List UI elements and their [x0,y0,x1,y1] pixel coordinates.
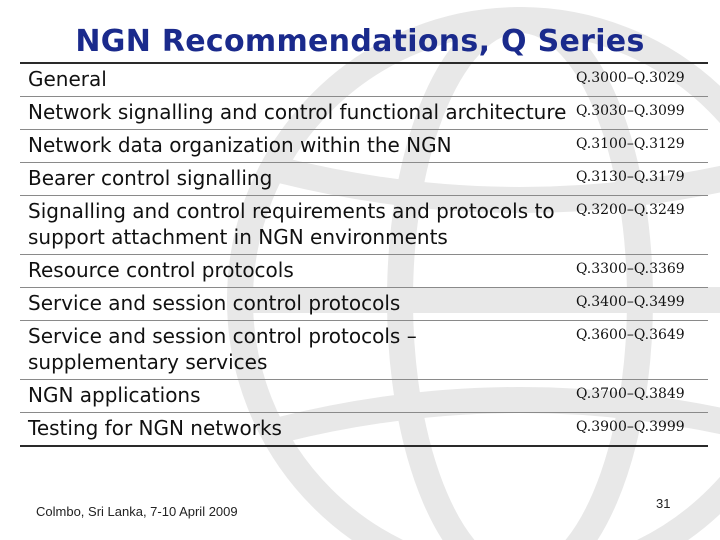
table-row [20,196,708,255]
row-range: Q.3130–Q.3179 [572,163,708,196]
row-description [20,97,572,130]
table-row [20,63,708,97]
row-range: Q.3900–Q.3999 [572,413,708,447]
row-description: Service and session control protocols [20,288,572,321]
row-range: Q.3200–Q.3249 [572,196,708,255]
row-description: Network data organization within the NGN [20,130,572,163]
table-row [20,380,708,413]
row-range: Q.3100–Q.3129 [572,130,708,163]
row-range: Q.3030–Q.3099 [572,97,708,130]
row-range: Q.3000–Q.3029 [572,63,708,97]
row-description: Resource control protocols [20,255,572,288]
footer-location-date: Colmbo, Sri Lanka, 7-10 April 2009 [36,504,238,519]
table-row [20,321,708,380]
slide-title: NGN Recommendations, Q Series [75,24,645,59]
table-row [20,255,708,288]
row-description-text: Network signalling and control functional architecture [28,100,567,124]
row-description: Bearer control signalling [20,163,572,196]
row-range: Q.3300–Q.3369 [572,255,708,288]
row-description: General [20,63,572,97]
page-number: 31 [656,496,671,511]
row-description: Testing for NGN networks [20,413,572,447]
row-range: Q.3600–Q.3649 [572,321,708,380]
row-description: Service and session control protocols – supplementary services [20,321,572,380]
row-description: Signalling and control requirements and protocols to support attachment in NGN environments [20,196,572,255]
table-row [20,130,708,163]
q-series-table [20,62,708,447]
table-row [20,97,708,130]
row-range: Q.3700–Q.3849 [572,380,708,413]
row-description: NGN applications [20,380,572,413]
row-range: Q.3400–Q.3499 [572,288,708,321]
table-row [20,163,708,196]
table-row [20,413,708,447]
table-row [20,288,708,321]
